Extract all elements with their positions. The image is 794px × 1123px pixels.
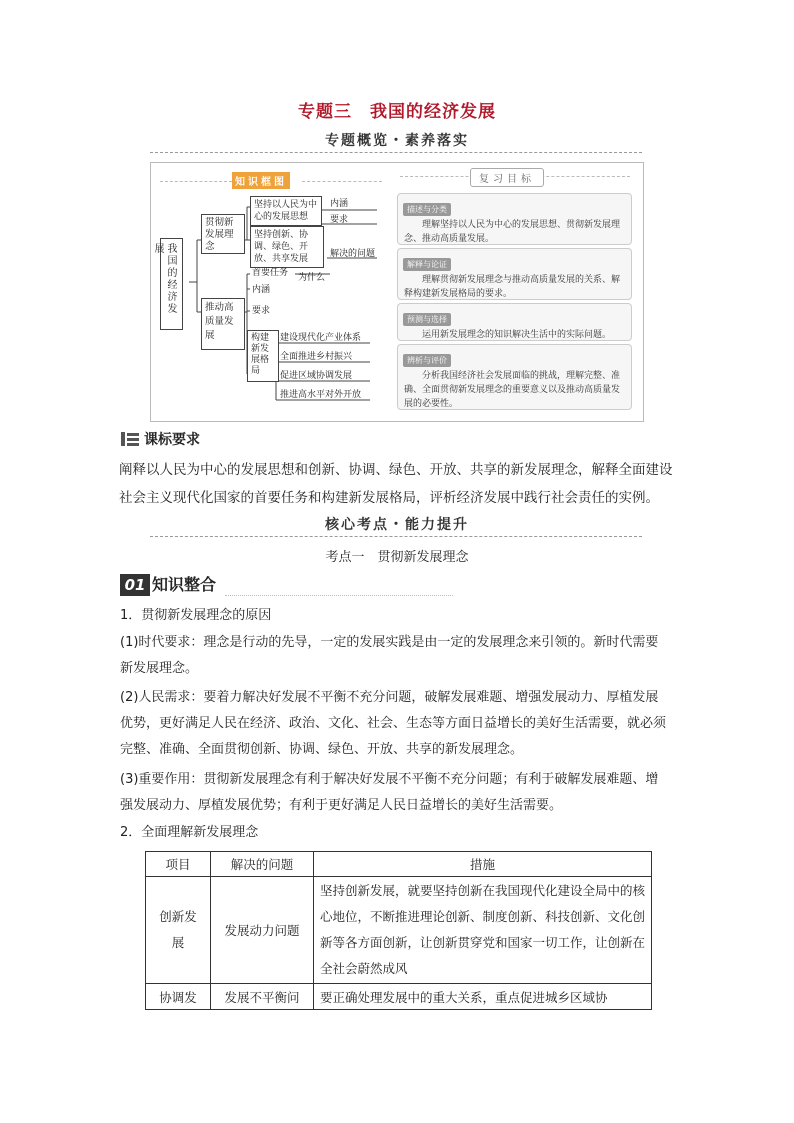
framework-leaf-connotation: 内涵 <box>330 199 349 209</box>
framework-leaf-rural: 全面推进乡村振兴 <box>280 352 353 362</box>
framework-branch-new-philosophy: 贯彻新发展理念 <box>201 214 245 254</box>
point2-title: 2．全面理解新发展理念 <box>120 825 259 840</box>
review-text: 理解坚持以人民为中心的发展思想、贯彻新发展理念、推动高质量发展。 <box>404 220 621 244</box>
review-text: 运用新发展理念的知识解决生活中的实际问题。 <box>422 330 612 340</box>
curriculum-text: 阐释以人民为中心的发展思想和创新、协调、绿色、开放、共享的新发展理念，解释全面建设社会主义现代化国家的首要任务和构建新发展格局，评析经济发展中践行社会责任的实例。 <box>119 462 673 506</box>
review-label: 辨析与评价 <box>403 354 451 367</box>
review-box <box>397 303 632 341</box>
review-tag: 复习目标 <box>470 168 544 187</box>
concept-table <box>145 851 652 1010</box>
page-title: 专题三 我国的经济发展 <box>298 102 496 122</box>
framework-leaf-industry: 建设现代化产业体系 <box>280 333 362 343</box>
review-text: 理解贯彻新发展理念与推动高质量发展的关系、解释构建新发展格局的要求。 <box>404 275 621 299</box>
curriculum-heading: 课标要求 <box>144 432 200 448</box>
table-cell: 协调发 <box>146 984 211 1010</box>
table-cell: 要正确处理发展中的重大关系，重点促进城乡区域协 <box>314 984 652 1010</box>
framework-leaf-problem: 解决的问题 <box>330 249 376 259</box>
table-cell: 坚持创新发展，就要坚持创新在我国现代化建设全局中的核心地位，不断推进理论创新、制度创新、科技创新、文化创新等各方面创新，让创新贯穿党和国家一切工作，让创新在全社会蔚然成风 <box>314 877 652 984</box>
point1-paragraph: (1)时代要求：理念是行动的先导，一定的发展实践是由一定的发展理念来引领的。新时代需要新发展理念。 <box>120 635 659 676</box>
section-number-badge: 01 <box>120 574 150 596</box>
table-header: 项目 <box>146 852 211 877</box>
review-label: 预测与选择 <box>403 313 451 326</box>
review-box <box>397 344 632 410</box>
framework-leaf-requirement-2: 要求 <box>252 306 271 316</box>
table-row <box>146 984 652 1010</box>
framework-root-node: 我国的经济发展 <box>160 238 183 330</box>
framework-leaf-connotation-2: 内涵 <box>252 285 271 295</box>
divider <box>150 536 642 537</box>
framework-leaf-first-task: 首要任务 <box>252 268 289 278</box>
table-cell: 发展动力问题 <box>211 877 314 984</box>
point1-paragraph: (3)重要作用：贯彻新发展理念有利于解决好发展不平衡不充分问题；有利于破解发展难题、增强发展动力、厚植发展优势；有利于更好满足人民日益增长的美好生活需要。 <box>120 772 659 813</box>
review-box <box>397 248 632 300</box>
framework-leaf-regional: 促进区域协调发展 <box>280 371 353 381</box>
review-box <box>397 193 632 245</box>
framework-leaf-opening: 推进高水平对外开放 <box>280 390 362 400</box>
table-header: 措施 <box>314 852 652 877</box>
review-text: 分析我国经济社会发展面临的挑战，理解完整、准确、全面贯彻新发展理念的重要意义以及推动高质量发展的必要性。 <box>404 371 621 409</box>
review-label: 描述与分类 <box>403 203 451 216</box>
list-icon <box>121 432 139 446</box>
overview-header: 专题概览・素养落实 <box>325 133 469 149</box>
divider <box>225 595 453 596</box>
divider <box>150 152 642 153</box>
framework-branch-high-quality: 推动高质量发展 <box>201 298 245 350</box>
point1-title: 1．贯彻新发展理念的原因 <box>120 608 272 623</box>
framework-node-new-pattern: 构建新发展格局 <box>247 330 279 382</box>
framework-leaf-why: 为什么 <box>298 273 326 283</box>
topic-title: 考点一 贯彻新发展理念 <box>325 550 469 565</box>
knowledge-heading: 知识整合 <box>152 575 217 594</box>
table-header: 解决的问题 <box>211 852 314 877</box>
core-header: 核心考点・能力提升 <box>325 517 469 533</box>
framework-node-five-concepts: 坚持创新、协调、绿色、开放、共享发展 <box>250 226 324 268</box>
framework-leaf-requirement: 要求 <box>330 215 349 225</box>
review-label: 解释与论证 <box>403 258 451 271</box>
table-row <box>146 877 652 984</box>
table-cell: 发展不平衡问 <box>211 984 314 1010</box>
table-cell: 创新发展 <box>146 877 211 984</box>
framework-tag: 知识框图 <box>232 172 290 189</box>
framework-node-people-centered: 坚持以人民为中心的发展思想 <box>250 196 322 226</box>
point1-paragraph: (2)人民需求：要着力解决好发展不平衡不充分问题，破解发展难题、增强发展动力、厚植发展优势，更好满足人民在经济、政治、文化、社会、生态等方面日益增长的美好生活需要，就必须完整、准确、全面贯彻创新、协调、绿色、开放、共享的新发展理念。 <box>120 690 667 757</box>
